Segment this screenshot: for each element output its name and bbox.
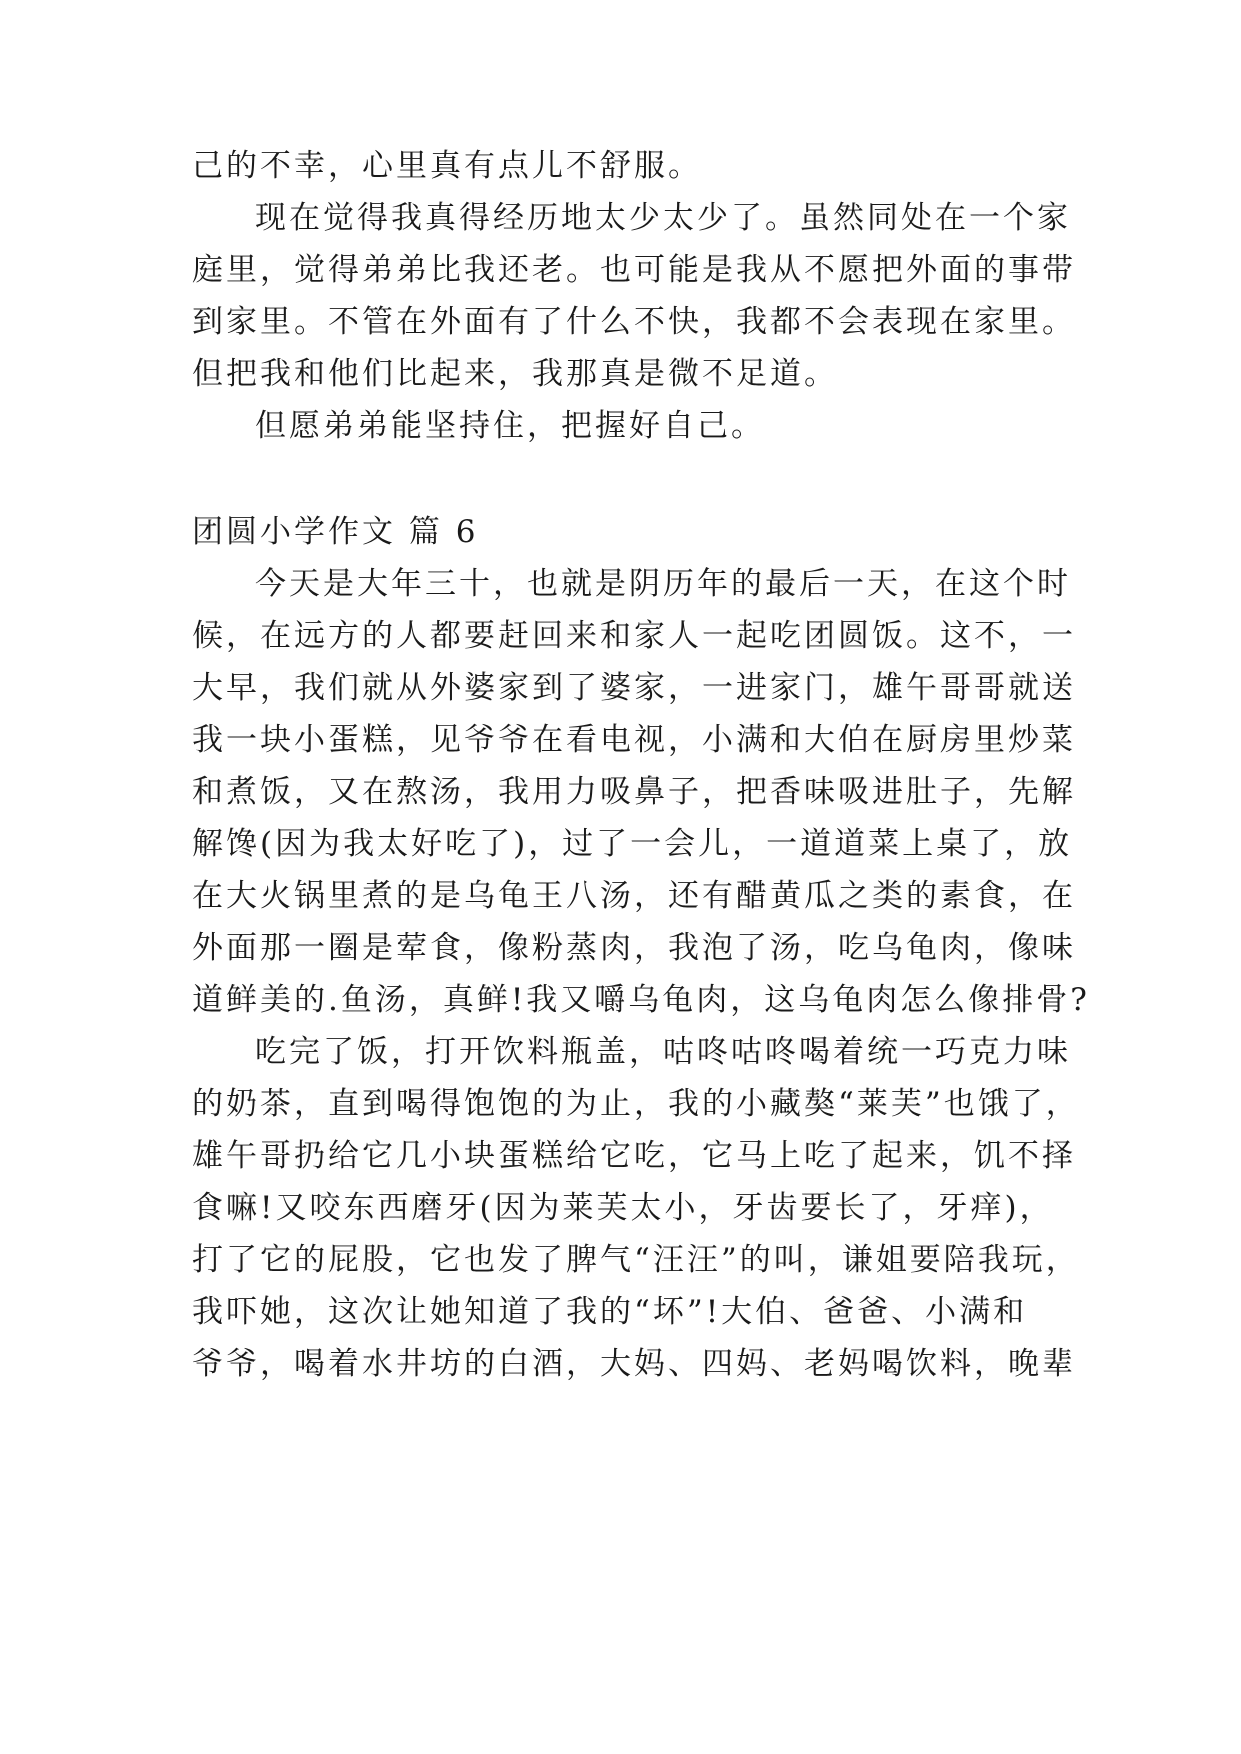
paragraph-line: 我一块小蛋糕，见爷爷在看电视，小满和大伯在厨房里炒菜 (192, 722, 1076, 758)
paragraph-line: 爷爷，喝着水井坊的白酒，大妈、四妈、老妈喝饮料，晚辈 (192, 1346, 1076, 1382)
paragraph-line: 但把我和他们比起来，我那真是微不足道。 (192, 356, 838, 392)
paragraph-line: 解馋(因为我太好吃了)，过了一会儿，一道道菜上桌了，放 (192, 826, 1073, 862)
paragraph-line: 的奶茶，直到喝得饱饱的为止，我的小藏獒“莱芙”也饿了， (192, 1086, 1080, 1122)
paragraph-line: 今天是大年三十，也就是阴历年的最后一天，在这个时 (255, 566, 1071, 602)
paragraph-line: 和煮饭，又在熬汤，我用力吸鼻子，把香味吸进肚子，先解 (192, 774, 1076, 810)
section-heading: 团圆小学作文 篇 6 (192, 514, 479, 550)
paragraph-line: 外面那一圈是荤食，像粉蒸肉，我泡了汤，吃乌龟肉，像味 (192, 930, 1076, 966)
paragraph-line: 到家里。不管在外面有了什么不快，我都不会表现在家里。 (192, 304, 1076, 340)
paragraph-line: 现在觉得我真得经历地太少太少了。虽然同处在一个家 (255, 200, 1071, 236)
paragraph-line: 道鲜美的.鱼汤，真鲜!我又嚼乌龟肉，这乌龟肉怎么像排骨? (192, 982, 1090, 1018)
paragraph-line: 候，在远方的人都要赶回来和家人一起吃团圆饭。这不，一 (192, 618, 1076, 654)
paragraph-line: 雄午哥扔给它几小块蛋糕给它吃，它马上吃了起来，饥不择 (192, 1138, 1076, 1174)
paragraph-line: 庭里，觉得弟弟比我还老。也可能是我从不愿把外面的事带 (192, 252, 1076, 288)
paragraph-line: 打了它的屁股，它也发了脾气“汪汪”的叫，谦姐要陪我玩， (192, 1242, 1080, 1278)
paragraph-line: 己的不幸，心里真有点儿不舒服。 (192, 148, 702, 184)
paragraph-line: 在大火锅里煮的是乌龟王八汤，还有醋黄瓜之类的素食，在 (192, 878, 1076, 914)
paragraph-line: 吃完了饭，打开饮料瓶盖，咕咚咕咚喝着统一巧克力味 (255, 1034, 1071, 1070)
paragraph-line: 食嘛!又咬东西磨牙(因为莱芙太小，牙齿要长了，牙痒)， (192, 1190, 1054, 1226)
paragraph-line: 但愿弟弟能坚持住，把握好自己。 (255, 408, 765, 444)
paragraph-line: 我吓她，这次让她知道了我的“坏”!大伯、爸爸、小满和 (192, 1294, 1028, 1330)
paragraph-line: 大早，我们就从外婆家到了婆家，一进家门，雄午哥哥就送 (192, 670, 1076, 706)
